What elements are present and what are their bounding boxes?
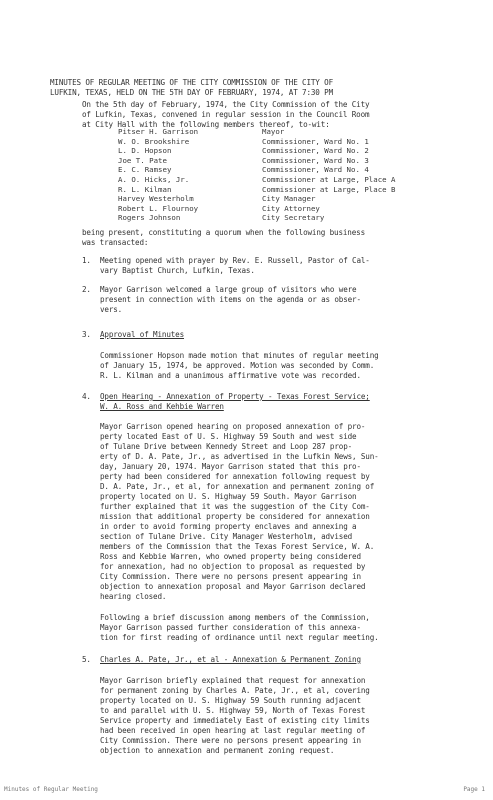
item-line: Mayor Garrison welcomed a large group of visitors who were bbox=[100, 285, 357, 294]
item-line: of January 15, 1974, be approved. Motion was seconded by Comm. bbox=[100, 361, 375, 370]
item-line: for permanent zoning by Charles A. Pate, Jr., et al, covering bbox=[100, 686, 370, 695]
item-line: further explained that it was the suggestion of the City Com- bbox=[100, 502, 370, 511]
member-name: Pitser H. Garrison bbox=[118, 127, 199, 136]
item-line: had been received in open hearing at last regular meeting of bbox=[100, 726, 366, 735]
item-line: perty located East of U. S. Highway 59 South and west side bbox=[100, 432, 357, 441]
item-line: D. A. Pate, Jr., et al, for annexation and permanent zoning of bbox=[100, 482, 375, 491]
member-title: City Secretary bbox=[262, 213, 325, 223]
member-name: L. D. Hopson bbox=[118, 146, 172, 156]
item-number: 3. bbox=[82, 330, 91, 339]
quorum-line: was transacted: bbox=[82, 238, 149, 247]
item-number: 2. bbox=[82, 285, 91, 294]
item-line: present in connection with items on the agenda or as obser- bbox=[100, 295, 361, 304]
member-title: Commissioner at Large, Place B bbox=[262, 184, 396, 194]
item-line: vary Baptist Church, Lufkin, Texas. bbox=[100, 266, 255, 275]
item-line: vers. bbox=[100, 305, 123, 314]
item-line: Ross and Kebbie Warren, who owned property being considered bbox=[100, 552, 361, 561]
item-line: City Commission. There were no persons present appearing in bbox=[100, 736, 361, 745]
intro-line: On the 5th day of February, 1974, the City Commission of the City bbox=[82, 100, 370, 109]
header-line: MINUTES OF REGULAR MEETING OF THE CITY COMMISSION OF THE CITY OF bbox=[50, 78, 333, 87]
item-line: Mayor Garrison passed further consideration of this annexa- bbox=[100, 623, 361, 632]
header-line: LUFKIN, TEXAS, HELD ON THE 5TH DAY OF FEBRUARY, 1974, AT 7:30 PM bbox=[50, 88, 333, 97]
member-title: City Manager bbox=[262, 194, 316, 204]
item-line: perty had been considered for annexation following request by bbox=[100, 472, 370, 481]
item-line: Commissioner Hopson made motion that minutes of regular meeting bbox=[100, 351, 379, 360]
item-heading: Approval of Minutes bbox=[100, 330, 185, 339]
item-line: of Tulane Drive between Kennedy Street and Loop 287 prop- bbox=[100, 442, 353, 451]
item-line: members of the Commission that the Texas Forest Service, W. A. bbox=[100, 542, 375, 551]
item-line: mission that additional property be considered for annexation bbox=[100, 512, 370, 521]
item-number: 1. bbox=[82, 256, 91, 265]
item-number: 4. bbox=[82, 392, 91, 401]
member-title: Commissioner, Ward No. 1 bbox=[262, 136, 369, 146]
item-heading: Open Hearing - Annexation of Property - Texas Forest Service; bbox=[100, 392, 370, 401]
item-line: Mayor Garrison briefly explained that request for annexation bbox=[100, 676, 366, 685]
member-title: City Attorney bbox=[262, 203, 320, 213]
intro-line: at City Hall with the following members thereof, to-wit: bbox=[82, 120, 330, 129]
item-line: tion for first reading of ordinance until next regular meeting. bbox=[100, 633, 379, 642]
item-line: property located on U. S. Highway 59 South. Mayor Garrison bbox=[100, 492, 357, 501]
member-name: R. L. Kilman bbox=[118, 184, 172, 194]
member-title: Commissioner, Ward No. 4 bbox=[262, 165, 369, 175]
item-heading: Charles A. Pate, Jr., et al - Annexation & Permanent Zoning bbox=[100, 655, 361, 664]
item-line: Service property and immediately East of existing city limits bbox=[100, 716, 370, 725]
member-title: Commissioner at Large, Place A bbox=[262, 174, 396, 184]
member-name: Rogers Johnson bbox=[118, 213, 181, 223]
footer-page-number: Page 1 bbox=[463, 786, 485, 793]
item-line: Following a brief discussion among members of the Commission, bbox=[100, 613, 370, 622]
member-name: Harvey Westerholm bbox=[118, 194, 194, 204]
item-line: erty of D. A. Pate, Jr., as advertised in the Lufkin News, Sun- bbox=[100, 452, 379, 461]
item-line: Meeting opened with prayer by Rev. E. Russell, Pastor of Cal- bbox=[100, 256, 370, 265]
member-title: Commissioner, Ward No. 3 bbox=[262, 155, 369, 165]
item-line: day, January 20, 1974. Mayor Garrison stated that this pro- bbox=[100, 462, 361, 471]
item-line: property located on U. S. Highway 59 South running adjacent bbox=[100, 696, 361, 705]
quorum-line: being present, constituting a quorum when the following business bbox=[82, 228, 365, 237]
member-title: Mayor bbox=[262, 127, 285, 136]
item-line: City Commission. There were no persons present appearing in bbox=[100, 572, 361, 581]
item-line: objection to annexation and permanent zoning request. bbox=[100, 746, 335, 755]
footer-left-text: Minutes of Regular Meeting bbox=[4, 786, 98, 793]
item-line: section of Tulane Drive. City Manager Westerholm, advised bbox=[100, 532, 353, 541]
item-line: for annexation, had no objection to proposal as requested by bbox=[100, 562, 366, 571]
member-name: A. O. Hicks, Jr. bbox=[118, 174, 190, 184]
member-title: Commissioner, Ward No. 2 bbox=[262, 146, 369, 156]
item-number: 5. bbox=[82, 655, 91, 664]
item-line: Mayor Garrison opened hearing on proposed annexation of pro- bbox=[100, 422, 366, 431]
item-line: hearing closed. bbox=[100, 592, 167, 601]
intro-line: of Lufkin, Texas, convened in regular session in the Council Room bbox=[82, 110, 370, 119]
member-name: Robert L. Flournoy bbox=[118, 203, 199, 213]
item-line: objection to annexation proposal and Mayor Garrison declared bbox=[100, 582, 366, 591]
member-name: W. O. Brookshire bbox=[118, 136, 190, 146]
member-name: Joe T. Pate bbox=[118, 155, 167, 165]
item-line: R. L. Kilman and a unanimous affirmative vote was recorded. bbox=[100, 371, 361, 380]
member-name: E. C. Ramsey bbox=[118, 165, 172, 175]
item-heading: W. A. Ross and Kehbie Warren bbox=[100, 402, 224, 411]
item-line: in order to avoid forming property enclaves and annexing a bbox=[100, 522, 357, 531]
item-line: to and parallel with U. S. Highway 59, North of Texas Forest bbox=[100, 706, 366, 715]
